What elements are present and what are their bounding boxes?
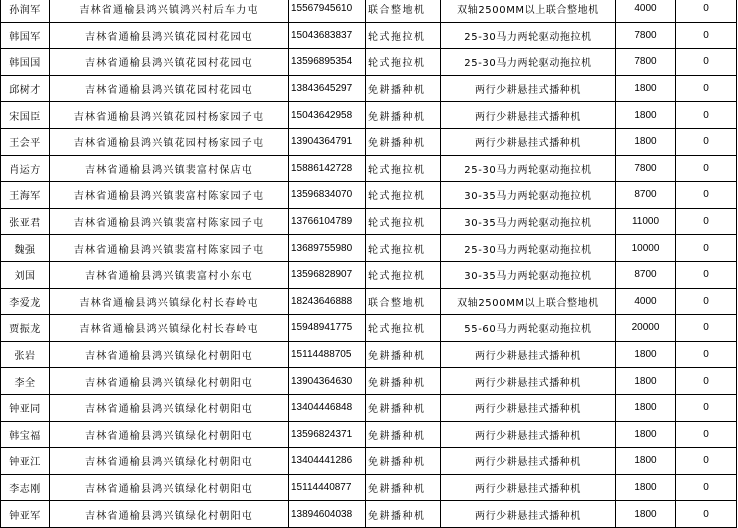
price-cell: 1800 (616, 75, 676, 102)
phone-cell: 13596834070 (289, 182, 366, 209)
machine-model-cell: 两行少耕悬挂式播种机 (441, 474, 616, 501)
price-cell: 8700 (616, 261, 676, 288)
machine-type-cell: 联合整地机 (366, 0, 441, 22)
machine-model-cell: 两行少耕悬挂式播种机 (441, 75, 616, 102)
address-cell: 吉林省通榆县鸿兴镇绿化村朝阳屯 (50, 448, 289, 475)
machine-type-cell: 联合整地机 (366, 288, 441, 315)
farmer-name-cell: 肖运方 (1, 155, 50, 182)
subsidy-cell: 0 (676, 368, 737, 395)
machine-model-cell: 两行少耕悬挂式播种机 (441, 394, 616, 421)
subsidy-cell: 0 (676, 155, 737, 182)
price-cell: 1800 (616, 474, 676, 501)
machine-type-cell: 轮式拖拉机 (366, 22, 441, 49)
table-row (1, 341, 737, 368)
machine-type-cell: 轮式拖拉机 (366, 182, 441, 209)
machine-type-cell: 轮式拖拉机 (366, 261, 441, 288)
price-cell: 1800 (616, 368, 676, 395)
machine-type-cell: 免耕播种机 (366, 501, 441, 528)
address-cell: 吉林省通榆县鸿兴镇裴富村陈家园子屯 (50, 182, 289, 209)
table-row (1, 75, 737, 102)
machine-type-cell: 免耕播种机 (366, 421, 441, 448)
subsidy-cell: 0 (676, 261, 737, 288)
machine-type-cell: 免耕播种机 (366, 341, 441, 368)
table-row (1, 368, 737, 395)
farmer-name-cell: 韩宝福 (1, 421, 50, 448)
machine-model-cell: 25-30马力两轮驱动拖拉机 (441, 155, 616, 182)
machine-type-cell: 轮式拖拉机 (366, 315, 441, 342)
subsidy-cell: 0 (676, 208, 737, 235)
table-row (1, 0, 737, 22)
machine-model-cell: 30-35马力两轮驱动拖拉机 (441, 261, 616, 288)
table-row (1, 261, 737, 288)
farmer-name-cell: 张岩 (1, 341, 50, 368)
subsidy-cell: 0 (676, 128, 737, 155)
table-row (1, 394, 737, 421)
machine-type-cell: 免耕播种机 (366, 75, 441, 102)
address-cell: 吉林省通榆县鸿兴镇花园村杨家园子屯 (50, 128, 289, 155)
phone-cell: 13689755980 (289, 235, 366, 262)
address-cell: 吉林省通榆县鸿兴镇花园村花园屯 (50, 75, 289, 102)
farmer-name-cell: 王会平 (1, 128, 50, 155)
subsidy-cell: 0 (676, 288, 737, 315)
farmer-name-cell: 魏强 (1, 235, 50, 262)
phone-cell: 13766104789 (289, 208, 366, 235)
phone-cell: 15114440877 (289, 474, 366, 501)
farmer-name-cell: 张亚君 (1, 208, 50, 235)
table-row (1, 208, 737, 235)
phone-cell: 13596828907 (289, 261, 366, 288)
machine-type-cell: 轮式拖拉机 (366, 208, 441, 235)
phone-cell: 13596895354 (289, 49, 366, 76)
table-row (1, 501, 737, 528)
subsidy-cell: 0 (676, 315, 737, 342)
address-cell: 吉林省通榆县鸿兴镇裴富村陈家园子屯 (50, 235, 289, 262)
phone-cell: 13904364630 (289, 368, 366, 395)
machine-type-cell: 轮式拖拉机 (366, 235, 441, 262)
subsidy-cell: 0 (676, 49, 737, 76)
farmer-name-cell: 韩国军 (1, 22, 50, 49)
address-cell: 吉林省通榆县鸿兴镇绿化村长春岭屯 (50, 288, 289, 315)
farmer-name-cell: 刘国 (1, 261, 50, 288)
price-cell: 4000 (616, 0, 676, 22)
subsidy-cell: 0 (676, 501, 737, 528)
machine-model-cell: 两行少耕悬挂式播种机 (441, 501, 616, 528)
farmer-name-cell: 李全 (1, 368, 50, 395)
machine-model-cell: 25-30马力两轮驱动拖拉机 (441, 49, 616, 76)
machine-model-cell: 两行少耕悬挂式播种机 (441, 102, 616, 129)
phone-cell: 13404446848 (289, 394, 366, 421)
farmer-name-cell: 王海军 (1, 182, 50, 209)
farmer-name-cell: 孙润军 (1, 0, 50, 22)
address-cell: 吉林省通榆县鸿兴镇裴富村陈家园子屯 (50, 208, 289, 235)
farmer-name-cell: 钟亚同 (1, 394, 50, 421)
price-cell: 8700 (616, 182, 676, 209)
machine-model-cell: 双轴2500MM以上联合整地机 (441, 0, 616, 22)
price-cell: 1800 (616, 501, 676, 528)
machine-type-cell: 免耕播种机 (366, 128, 441, 155)
subsidy-cell: 0 (676, 75, 737, 102)
subsidy-cell: 0 (676, 421, 737, 448)
table-row (1, 102, 737, 129)
price-cell: 20000 (616, 315, 676, 342)
subsidy-cell: 0 (676, 235, 737, 262)
table-body (1, 0, 737, 527)
phone-cell: 13904364791 (289, 128, 366, 155)
price-cell: 7800 (616, 155, 676, 182)
phone-cell: 13894604038 (289, 501, 366, 528)
address-cell: 吉林省通榆县鸿兴镇花园村花园屯 (50, 49, 289, 76)
machine-model-cell: 25-30马力两轮驱动拖拉机 (441, 22, 616, 49)
machine-type-cell: 轮式拖拉机 (366, 155, 441, 182)
address-cell: 吉林省通榆县鸿兴镇裴富村小东屯 (50, 261, 289, 288)
price-cell: 1800 (616, 421, 676, 448)
phone-cell: 15886142728 (289, 155, 366, 182)
farmer-name-cell: 钟亚江 (1, 448, 50, 475)
address-cell: 吉林省通榆县鸿兴镇花园村杨家园子屯 (50, 102, 289, 129)
machine-type-cell: 轮式拖拉机 (366, 49, 441, 76)
subsidy-cell: 0 (676, 341, 737, 368)
machine-type-cell: 免耕播种机 (366, 394, 441, 421)
subsidy-cell: 0 (676, 182, 737, 209)
table-row (1, 155, 737, 182)
phone-cell: 15043642958 (289, 102, 366, 129)
price-cell: 11000 (616, 208, 676, 235)
machine-model-cell: 25-30马力两轮驱动拖拉机 (441, 235, 616, 262)
phone-cell: 13596824371 (289, 421, 366, 448)
machine-model-cell: 两行少耕悬挂式播种机 (441, 448, 616, 475)
table-row (1, 128, 737, 155)
table-row (1, 448, 737, 475)
price-cell: 1800 (616, 128, 676, 155)
machine-model-cell: 两行少耕悬挂式播种机 (441, 368, 616, 395)
subsidy-cell: 0 (676, 22, 737, 49)
price-cell: 7800 (616, 49, 676, 76)
address-cell: 吉林省通榆县鸿兴镇裴富村保店屯 (50, 155, 289, 182)
table-row (1, 474, 737, 501)
machine-model-cell: 30-35马力两轮驱动拖拉机 (441, 208, 616, 235)
subsidy-cell: 0 (676, 394, 737, 421)
machine-type-cell: 免耕播种机 (366, 102, 441, 129)
price-cell: 7800 (616, 22, 676, 49)
farmer-name-cell: 韩国国 (1, 49, 50, 76)
machine-model-cell: 两行少耕悬挂式播种机 (441, 421, 616, 448)
phone-cell: 15114488705 (289, 341, 366, 368)
machine-model-cell: 30-35马力两轮驱动拖拉机 (441, 182, 616, 209)
address-cell: 吉林省通榆县鸿兴镇鸿兴村后车力屯 (50, 0, 289, 22)
subsidy-cell: 0 (676, 474, 737, 501)
phone-cell: 13404441286 (289, 448, 366, 475)
address-cell: 吉林省通榆县鸿兴镇花园村花园屯 (50, 22, 289, 49)
machine-type-cell: 免耕播种机 (366, 474, 441, 501)
price-cell: 4000 (616, 288, 676, 315)
farmer-name-cell: 钟亚军 (1, 501, 50, 528)
phone-cell: 15043683837 (289, 22, 366, 49)
price-cell: 10000 (616, 235, 676, 262)
price-cell: 1800 (616, 102, 676, 129)
farmer-name-cell: 宋国臣 (1, 102, 50, 129)
address-cell: 吉林省通榆县鸿兴镇绿化村朝阳屯 (50, 394, 289, 421)
machine-model-cell: 两行少耕悬挂式播种机 (441, 128, 616, 155)
machine-model-cell: 两行少耕悬挂式播种机 (441, 341, 616, 368)
machine-type-cell: 免耕播种机 (366, 368, 441, 395)
phone-cell: 13843645297 (289, 75, 366, 102)
phone-cell: 15567945610 (289, 0, 366, 22)
address-cell: 吉林省通榆县鸿兴镇绿化村朝阳屯 (50, 474, 289, 501)
machine-model-cell: 55-60马力两轮驱动拖拉机 (441, 315, 616, 342)
subsidy-cell: 0 (676, 102, 737, 129)
farmer-name-cell: 邱树才 (1, 75, 50, 102)
address-cell: 吉林省通榆县鸿兴镇绿化村长春岭屯 (50, 315, 289, 342)
phone-cell: 15948941775 (289, 315, 366, 342)
subsidy-cell: 0 (676, 448, 737, 475)
price-cell: 1800 (616, 341, 676, 368)
phone-cell: 18243646888 (289, 288, 366, 315)
price-cell: 1800 (616, 448, 676, 475)
address-cell: 吉林省通榆县鸿兴镇绿化村朝阳屯 (50, 368, 289, 395)
table-row (1, 235, 737, 262)
farmer-name-cell: 李爱龙 (1, 288, 50, 315)
address-cell: 吉林省通榆县鸿兴镇绿化村朝阳屯 (50, 341, 289, 368)
subsidy-cell: 0 (676, 0, 737, 22)
table-row (1, 421, 737, 448)
table-row (1, 22, 737, 49)
farmer-name-cell: 李志刚 (1, 474, 50, 501)
farmer-name-cell: 贾振龙 (1, 315, 50, 342)
address-cell: 吉林省通榆县鸿兴镇绿化村朝阳屯 (50, 501, 289, 528)
address-cell: 吉林省通榆县鸿兴镇绿化村朝阳屯 (50, 421, 289, 448)
table-row (1, 182, 737, 209)
machine-type-cell: 免耕播种机 (366, 448, 441, 475)
table-row (1, 315, 737, 342)
machine-model-cell: 双轴2500MM以上联合整地机 (441, 288, 616, 315)
table-row (1, 49, 737, 76)
table-row (1, 288, 737, 315)
price-cell: 1800 (616, 394, 676, 421)
